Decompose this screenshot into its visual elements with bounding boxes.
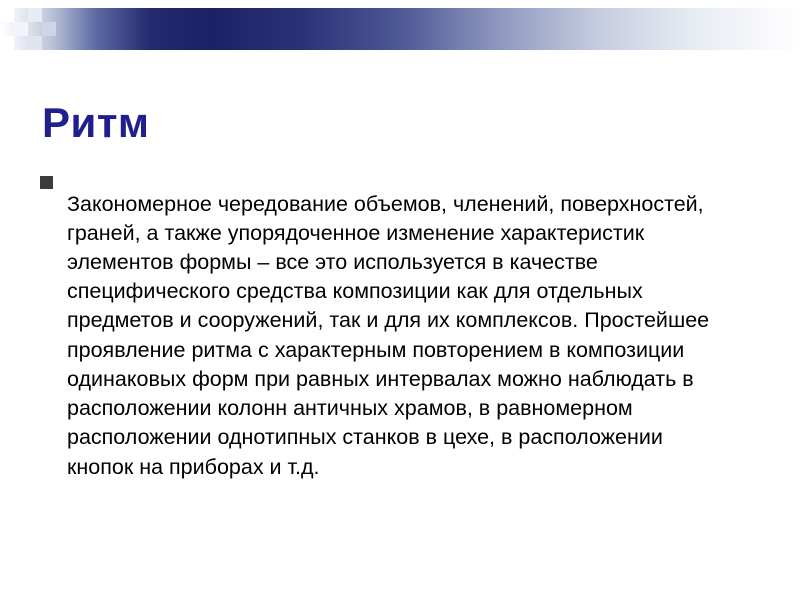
- banner-gradient-bar: [0, 8, 800, 50]
- checker-square: [42, 22, 56, 36]
- list-item: [40, 168, 758, 503]
- square-bullet-icon: [40, 176, 53, 189]
- checker-square: [0, 8, 14, 22]
- bullet-text: Закономерное чередование объемов, членений, поверхностей, граней, а также упорядоченное изменение характеристик элементов формы – все это используется в качестве специфического средства композиции как для отдельных предметов и сооружений, так и для их комплексов. Простейшее проявление ритма с характерным повторением в композиции одинаковых форм при равных интервалах можно наблюдать в расположении колонн античных храмов, в равномерном расположении однотипных станков в цехе, в расположении кнопок на приборах и т.д.: [67, 191, 710, 479]
- checker-square: [0, 36, 14, 50]
- checker-squares: [0, 8, 56, 50]
- page-title: Ритм: [42, 99, 150, 147]
- slide-body: [40, 168, 758, 503]
- checker-square: [28, 36, 42, 50]
- checker-square: [28, 8, 42, 22]
- checker-square: [14, 22, 28, 36]
- gradient-banner: [0, 0, 800, 58]
